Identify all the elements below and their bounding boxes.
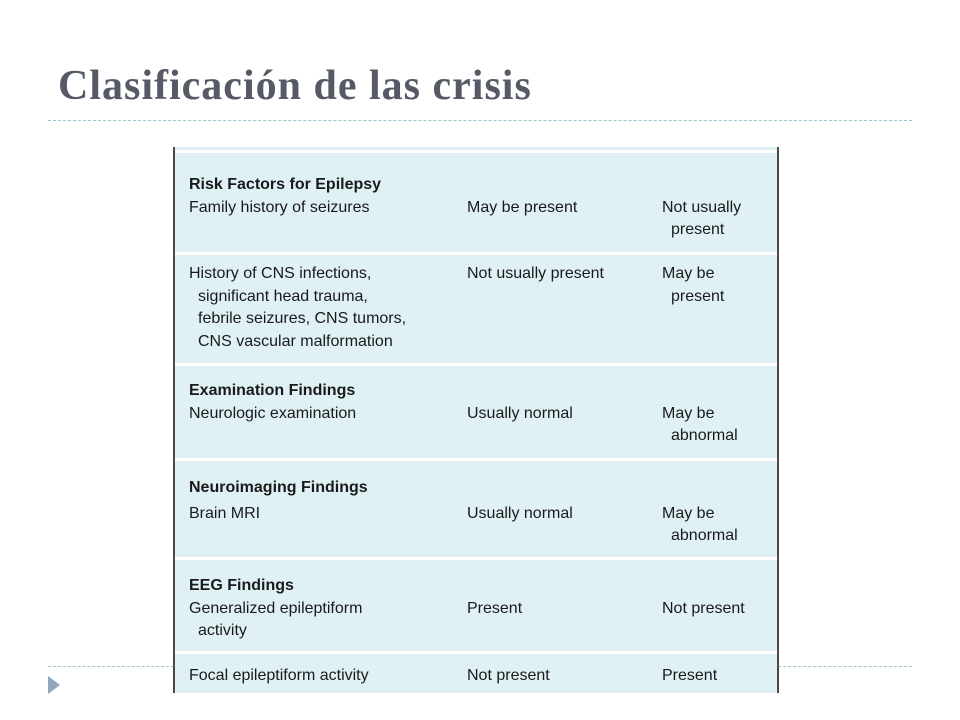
- cell-value: May be: [662, 265, 715, 282]
- row-label: febrile seizures, CNS tumors,: [198, 310, 407, 327]
- cell-value: Usually normal: [467, 504, 573, 522]
- footer-divider-left: [48, 666, 174, 667]
- cell-value: May be: [662, 504, 715, 522]
- row-separator: [175, 252, 777, 255]
- row-label: Focal epileptiform activity: [189, 667, 369, 684]
- row-label: activity: [198, 622, 247, 639]
- cell-value: Usually normal: [467, 404, 573, 422]
- row-label: Generalized epileptiform: [189, 599, 363, 617]
- cell-value: abnormal: [671, 427, 738, 444]
- section-heading: Examination Findings: [189, 382, 356, 399]
- cell-value: May be: [662, 404, 715, 422]
- section-heading: Neuroimaging Findings: [189, 479, 368, 496]
- cell-value: Present: [467, 599, 523, 617]
- comparison-table: [173, 147, 779, 693]
- row-label: History of CNS infections,: [189, 265, 372, 282]
- cell-value: Not present: [467, 667, 550, 684]
- slide-title: Clasificación de las crisis: [58, 63, 532, 109]
- row-separator: [175, 651, 777, 654]
- cell-value: Present: [662, 667, 718, 684]
- cell-value: Not usually: [662, 198, 742, 216]
- cell-value: Not usually present: [467, 265, 604, 282]
- section-heading: EEG Findings: [189, 577, 294, 594]
- row-label: CNS vascular malformation: [198, 332, 393, 350]
- row-separator: [175, 458, 777, 461]
- footer-divider-right: [778, 666, 912, 667]
- row-separator: [175, 363, 777, 366]
- cell-value: present: [671, 287, 725, 305]
- row-label: Family history of seizures: [189, 198, 370, 216]
- cell-value: abnormal: [671, 527, 738, 544]
- row-separator: [175, 150, 777, 153]
- cell-value: Not present: [662, 599, 745, 617]
- triangle-bullet-icon: [48, 676, 60, 694]
- row-label: significant head trauma,: [198, 287, 368, 305]
- section-heading: Risk Factors for Epilepsy: [189, 176, 382, 193]
- cell-value: May be present: [467, 198, 578, 216]
- row-label: Neurologic examination: [189, 404, 357, 422]
- title-divider: [48, 120, 912, 121]
- row-separator: [175, 557, 777, 560]
- row-label: Brain MRI: [189, 504, 261, 522]
- cell-value: present: [671, 221, 725, 238]
